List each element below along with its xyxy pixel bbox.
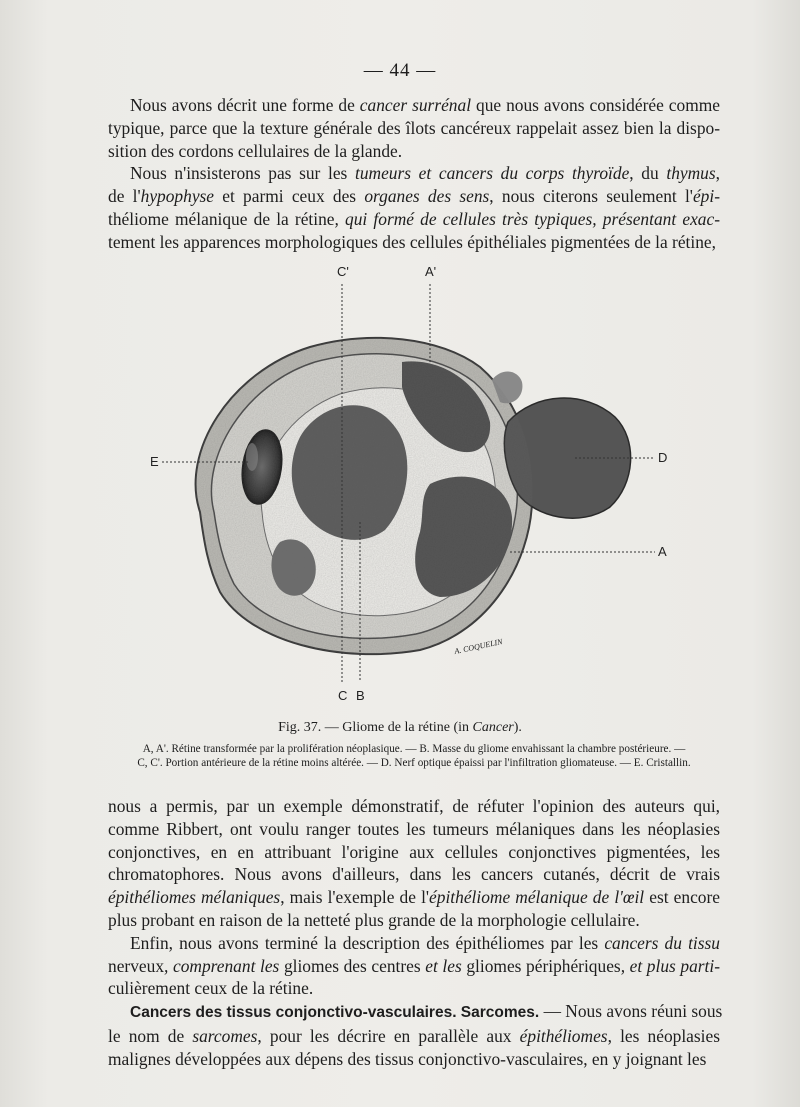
text-line: malignes développées aux dépens des tissus conjonctivo-vasculaires, en y joignant les bbox=[108, 1048, 707, 1069]
text-line: Nous n'insisterons pas sur les tumeurs et cancers du corps thyroïde, du thymus, bbox=[130, 163, 720, 184]
label-c: C bbox=[338, 688, 348, 703]
text-line: conjonctives, en en attribuant l'origine aux cellules conjonctives pigmentées, les bbox=[108, 841, 720, 862]
paragraph-1 bbox=[108, 94, 720, 254]
text-line: plus probant en raison de la netteté plus grande de la morphologie cellulaire. bbox=[108, 909, 640, 930]
text-line: le nom de sarcomes, pour les décrire en parallèle aux épithéliomes, les néoplasies bbox=[108, 1025, 720, 1046]
text-line: théliome mélanique de la rétine, qui formé de cellules très typiques, présentant exac- bbox=[108, 208, 720, 229]
text-line: comme Ribbert, ont voulu ranger toutes les tumeurs mélaniques dans les néoplasies bbox=[108, 818, 720, 839]
label-b: B bbox=[356, 688, 365, 703]
text-line: culièrement ceux de la rétine. bbox=[108, 978, 314, 999]
text-line: Enfin, nous avons terminé la description des épithéliomes par les cancers du tissu bbox=[130, 932, 720, 953]
text-line: Cancers des tissus conjonctivo-vasculaires. Sarcomes. — Nous avons réuni sous bbox=[130, 1001, 723, 1022]
text-line: tement les apparences morphologiques des cellules épithéliales pigmentées de la rétine, bbox=[108, 231, 716, 252]
artist-signature: A. COQUELIN bbox=[453, 636, 504, 656]
paragraph-2 bbox=[108, 795, 723, 1071]
text-line: épithéliomes mélaniques, mais l'exemple de l'épithéliome mélanique de l'œil est encore bbox=[108, 887, 720, 908]
text-line: nerveux, comprenant les gliomes des centres et les gliomes périphériques, et plus parti- bbox=[108, 955, 721, 976]
label-a: A bbox=[658, 544, 667, 559]
label-e: E bbox=[150, 454, 159, 469]
label-c-prime: C' bbox=[337, 264, 349, 279]
text-line: Nous avons décrit une forme de cancer surrénal que nous avons considérée comme bbox=[130, 95, 720, 115]
label-a-prime: A' bbox=[425, 264, 437, 279]
figure-caption: Fig. 37. — Gliome de la rétine (in Cancer). bbox=[278, 720, 522, 735]
figure-legend: A, A'. Rétine transformée par la prolifération néoplasique. — B. Masse du gliome envahissant la chambre postérieure. — C, C'. Portion antérieure de la rétine moins altérée. — D. Nerf optique épaissi par l'infiltration gliomateuse. — E. Cristallin. bbox=[137, 743, 691, 769]
text-line: typique, parce que la texture générale des îlots cancéreux rappelait assez bien la dispo- bbox=[108, 117, 720, 138]
text-line: nous a permis, par un exemple démonstratif, de réfuter l'opinion des auteurs qui, bbox=[108, 796, 720, 816]
page-number: — 44 — bbox=[363, 60, 437, 81]
text-line: chromatophores. Nous avons d'ailleurs, dans les cancers cutanés, décrit de vrais bbox=[108, 864, 720, 885]
figure-retina-glioma bbox=[140, 262, 680, 712]
label-d: D bbox=[658, 450, 668, 465]
text-line: de l'hypophyse et parmi ceux des organes des sens, nous citerons seulement l'épi- bbox=[108, 186, 720, 207]
text-line: sition des cordons cellulaires de la glande. bbox=[108, 140, 403, 161]
